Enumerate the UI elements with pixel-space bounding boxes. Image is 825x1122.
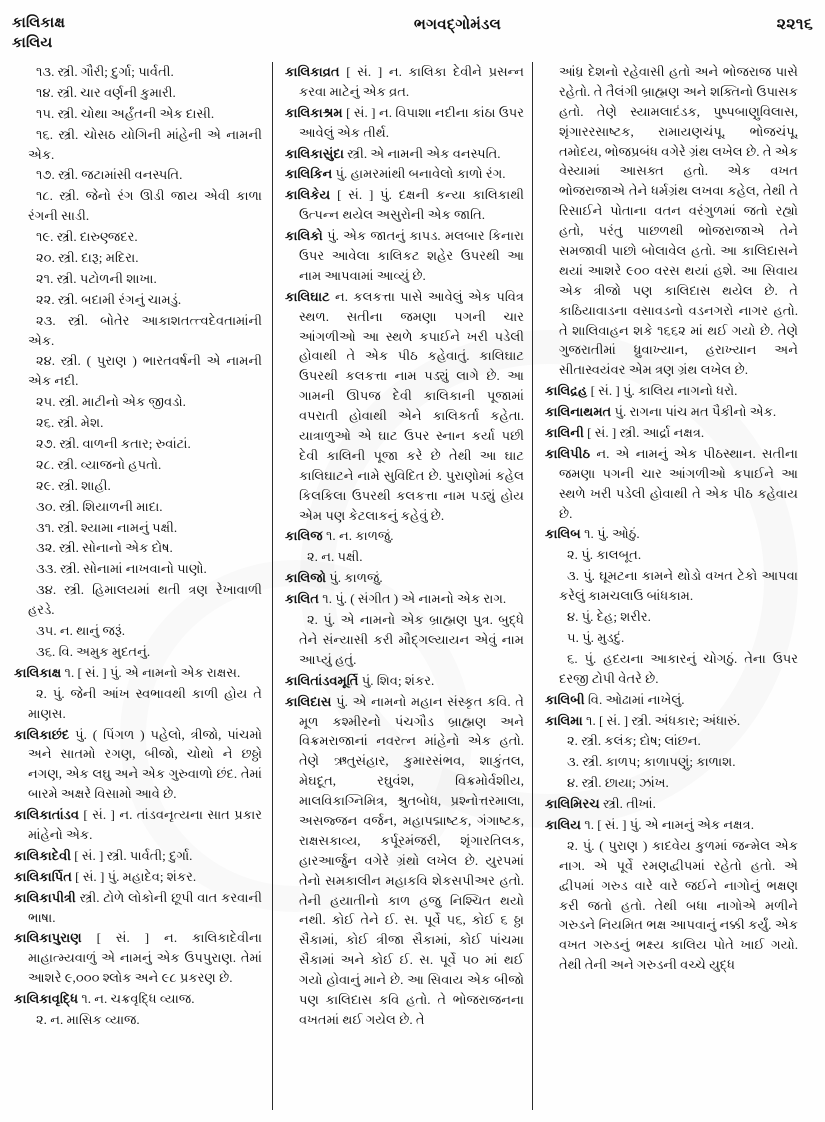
entry-headword: કાલિબી <box>545 691 585 707</box>
entry-sense: ૧૪. સ્ત્રી. ચાર વર્ણની કુમારી. <box>36 84 176 100</box>
entry-headword: કાલિકાતાંડવ <box>14 807 79 823</box>
entry-headword: કાલિદ્રહ <box>545 383 588 399</box>
entry-definition: [ સં. ] ન. કાલિકા દેવીને પ્રસન્ન કરવા માટેનું એક વ્રત. <box>299 64 524 99</box>
entry-sense: ૨૧. સ્ત્રી. પટોળની શાખા. <box>36 270 157 286</box>
dictionary-entry <box>285 185 524 225</box>
entry-headword: કાલિકિન <box>285 166 333 182</box>
entry-headword: કાલિતાંડવમૂર્તિ <box>285 672 359 688</box>
entry-headword: કાલિદાસ <box>285 693 332 709</box>
entry-sense: ૨૫. સ્ત્રી. માટીનો એક જીવડો. <box>36 394 186 410</box>
dictionary-entry <box>545 815 798 835</box>
dictionary-entry <box>285 287 524 526</box>
entry-sense: ૪. પું. દેહ; શરીર. <box>567 609 651 625</box>
entry-definition: ૧. [ સં. ] પું. એ નામનું એક નક્ષત્ર. <box>581 816 754 832</box>
entry-headword: કાલિય <box>545 816 582 832</box>
dictionary-entry <box>285 568 524 588</box>
entry-headword: કાલિકાસુંદા <box>285 145 344 161</box>
dictionary-entry <box>14 846 262 866</box>
dictionary-entry <box>285 144 524 164</box>
dictionary-entry <box>14 805 262 845</box>
entry-definition: ૧. [ સં. ] પું. એ નામનો એક રાક્ષસ. <box>61 664 241 680</box>
dictionary-entry <box>285 589 524 609</box>
book-title: ભગવદ્ગોમંડલ <box>413 17 502 33</box>
entry-definition: [ સં. ] પું. મહાદેવ; શંકર. <box>71 868 197 884</box>
entry-sense: ૩૦. સ્ત્રી. શિયાળની માદા. <box>36 498 163 514</box>
entry-headword: કાલિકો <box>285 228 323 244</box>
dictionary-entry <box>545 794 798 814</box>
entry-definition: [ સં. ] ન. વિપાશા નદીના કાંઠા ઉપર આવેલું એક તીર્થ. <box>299 104 524 140</box>
dictionary-entry <box>285 226 524 286</box>
entry-headword: કાલિત <box>285 591 319 607</box>
guide-word-first: કાલિકાક્ષ <box>12 15 66 31</box>
entry-sense: ૫. પું. મુડદું. <box>567 629 625 645</box>
dictionary-entry <box>545 444 798 524</box>
entry-sense: ૩. પું. ઘૂમટના કામને થોડો વખત ટેકો આપવા કરેલું કામચલાઉ બાંધકામ. <box>559 568 798 604</box>
dictionary-entry <box>545 711 798 731</box>
dictionary-entry <box>14 867 262 887</box>
dictionary-entry <box>545 524 798 544</box>
dictionary-entry <box>545 690 798 710</box>
entry-definition: ન. કલકત્તા પાસે આવેલું એક પવિત્ર સ્થળ. સતીના જમણા પગની ચાર આંગળીઓ આ સ્થળે કપાઈને ખરી પડેલી હોવાથી તે એક પીઠ કહેવાતું. કાલિઘાટ ઉપરથી કલકત્તા નામ પડ્યું લાગે છે. આ ગામની ઊપજ દેવી કાલિકાની પૂજામાં વપરાતી હોવાથી એને કાલિકર્તા કહેતા. યાત્રાળુઓ એ ઘાટ ઉપર સ્નાન કર્યા પછી દેવી કાલિની પૂજા કરે છે તેથી આ ઘાટ કાલિઘાટને નામે સુવિદિત છે. પુરાણોમાં કહેલ કિલકિલા ઉપરથી કલકત્તા નામ પડ્યું હોય એમ પણ કેટલાકનું કહેવું છે. <box>299 288 524 523</box>
dictionary-entry <box>545 381 798 401</box>
entry-definition: ન. એ નામનું એક પીઠસ્થાન. સતીના જમણા પગની ચાર આંગળીઓ કપાઈને આ સ્થળે ખરી પડેલી હોવાથી તે એક પીઠ કહેવાય છે. <box>559 445 798 521</box>
dictionary-entry <box>285 671 524 691</box>
entry-headword: કાલિજ <box>285 528 323 544</box>
entry-sense: ૨. ન. માસિક વ્યાજ. <box>36 1011 140 1027</box>
entry-headword: કાલિકાપીત્રી <box>14 889 76 905</box>
entry-headword: કાલિકાવ્રત <box>285 64 340 79</box>
entry-definition: ૧. [ સં. ] સ્ત્રી. અંધકાર; અંધારું. <box>582 712 741 728</box>
entry-sense: ૩૫. ન. થાનું જરૂં. <box>36 623 126 639</box>
dictionary-entry <box>285 692 524 1030</box>
entry-definition: પું. કાળજું. <box>325 570 383 586</box>
entry-sense: ૨૨. સ્ત્રી. બદામી રંગનું ચામડું. <box>36 291 182 307</box>
entry-sense: ૧૬. સ્ત્રી. ચોસઠ યોગિની માંહેની એ નામની એક. <box>28 126 262 162</box>
entry-definition: [ સં. ] ન. કાલિકાદેવીના માહાત્મ્યવાળું એ નામનું એક ઉપપુરાણ. તેમાં આશરે ૯,૦૦૦ શ્લોક અને ૯૮ પ્રકરણ છે. <box>28 930 262 986</box>
entry-definition: પું. હામરમાંથી બનાવેલો કાળો રંગ. <box>332 166 506 182</box>
entry-definition: [ સં. ] ન. તાંડવનૃત્યના સાત પ્રકાર માંહેનો એક. <box>28 807 262 842</box>
entry-sense: ૪. સ્ત્રી. છાયા; ઝાંખ. <box>567 775 669 791</box>
entry-sense: ૨૮. સ્ત્રી. વ્યાજનો હપતો. <box>36 456 162 472</box>
entry-definition: સ્ત્રી. તીખાં. <box>599 796 656 812</box>
page-number: ૨૨૧૬ <box>776 16 813 33</box>
entry-definition: [ સં. ] સ્ત્રી. આર્દ્રા નક્ષત્ર. <box>583 425 705 441</box>
entry-sense: ૨. પું. જેની આંખ સ્વભાવથી કાળી હોય તે માણસ. <box>28 685 262 721</box>
entry-definition: પું. ( પિંગળ ) પહેલો, ત્રીજો, પાંચમો અને સાતમો રગણ, બીજો, ચોથો ને છઠ્ઠો નગણ, એક લઘુ અને એક ગુરુવાળો છંદ. તેમાં બારમે અક્ષરે વિસામો આવે છે. <box>28 726 262 802</box>
entry-headword: કાલિમિરચ <box>545 796 600 812</box>
dictionary-entry <box>285 62 524 102</box>
dictionary-entry <box>545 423 798 443</box>
page-header <box>12 14 813 60</box>
dictionary-entry <box>545 402 798 422</box>
entry-sense: ૨. સ્ત્રી. કલંક; દોષ; લાંછન. <box>567 733 701 749</box>
guide-word-last: કાલિય <box>12 34 53 51</box>
entry-definition: પું. રાગના પાંચ મત પૈકીનો એક. <box>611 404 777 420</box>
entry-headword: કાલિકાપુરાણ <box>14 930 82 946</box>
entry-sense: ૩૧. સ્ત્રી. શ્યામા નામનું પક્ષી. <box>36 519 178 535</box>
dictionary-entry <box>14 725 262 805</box>
entry-headword: કાલિમા <box>545 712 583 728</box>
column-1 <box>12 62 272 1110</box>
entry-headword: કાલિનાથમત <box>545 404 612 420</box>
entry-sense: ૨૦. સ્ત્રી. દારૂ; મદિરા. <box>36 250 139 266</box>
entry-definition: પું. એ નામનો મહાન સંસ્કૃત કવિ. તે મૂળ કશ્મીરનો પંચગૌડ બ્રાહ્મણ અને વિક્રમરાજાનાં નવરત્ન માંહેનો એક હતો. તેણે ઋતુસંહાર, કુમારસંભવ, શાકુંતલ, મેઘદૂત, રઘુવંશ, વિક્રમોર્વશીય, માલવિકાગ્નિમિત્ર, શ્રુતબોધ, પ્રશ્નોત્તરમાલા, અસજ્જન વર્જન, મહાપદ્માષ્ટક, ગંગાષ્ટક, રાક્ષસકાવ્ય, કર્પૂરમંજરી, શૃંગારતિલક, હારઆર્જુન વગેરે ગ્રંથો લખેલ છે. યુરપમાં તેનો સમકાલીન મહાકવિ શેકસપીઅર હતો. તેની હયાતીનો કાળ હજુ નિશ્ચિત થયો નથી. કોઈ તેને ઈ. સ. પૂર્વે ૫૬, કોઈ ૬ ઠ્ઠા સૈકામાં, કોઈ ત્રીજા સૈકામાં, કોઈ પાંચમા સૈકામાં અને કોઈ ઈ. સ. પૂર્વે ૫૦ માં થઈ ગયો હોવાનું માને છે. આ સિવાય એક બીજો પણ કાલિદાસ કવિ હતો. તે ભોજરાજનના વખતમાં થઈ ગયેલ છે. તે <box>299 693 524 1027</box>
entry-definition: પું. શિવ; શંકર. <box>358 672 435 688</box>
entry-headword: કાલિકાદેવી <box>14 847 71 863</box>
entry-continuation: આંધ્ર દેશનો રહેવાસી હતો અને ભોજરાજ પાસે રહેતો. તે તૈલંગી બ્રાહ્મણ અને શક્તિનો ઉપાસક હતો. તેણે સ્યામલાદંડક, પુષ્પબાણુવિલાસ, શૃંગારરસાષ્ટક, રામાયણચંપૂ, ભોજચંપૂ, તમોદય, ભોજપ્રબંધ વગેરે ગ્રંથ લખેલ છે. તે એક વેસ્યામાં આસક્ત હતો. એક વખત ભોજરાજાએ તેને ધર્મગ્રંથ લખવા કહેલ, તેથી તે રિસાઈને પોતાના વતન વરંગુળમાં જતો રહ્યો હતો, પરંતુ પાછળથી ભોજરાજાએ તેને સમજાવી પાછો બોલાવેલ હતો. આ કાલિદાસને થયાં આશરે ૯૦૦ વરસ થયાં હશે. આ સિવાય એક ત્રીજો પણ કાલિદાસ થયેલ છે. તે કાઠિયાવાડના વસાવડનો વડનગરો નાગર હતો. તે શાલિવાહન શકે ૧૬૬૨ માં થઈ ગયો છે. તેણે ગુજરાતીમાં ધ્રુવાખ્યાન, હરાખ્યાન અને સીતાસ્વયંવર એમ ત્રણ ગ્રંથ લખેલ છે. <box>559 64 798 378</box>
entry-headword: કાલિની <box>545 425 584 441</box>
entry-sense: ૧૫. સ્ત્રી. ચોથા અર્હંતની એક દાસી. <box>36 105 215 121</box>
entry-definition: ૧. પું. ઓઠું. <box>580 526 640 542</box>
entry-definition: [ સં. ] પું. કાલિય નાગનો ધરો. <box>587 383 738 399</box>
column-2 <box>272 62 532 1110</box>
dictionary-entry <box>285 103 524 143</box>
entry-definition: ૧. ન. કાળજું. <box>322 528 394 544</box>
dictionary-entry <box>14 989 262 1009</box>
entry-sense: ૨. ન. પક્ષી. <box>307 549 363 565</box>
text-columns <box>12 62 813 1110</box>
column-3 <box>532 62 800 1110</box>
entry-sense: ૨. પું. કાલબૂત. <box>567 547 642 563</box>
header-guide-words <box>12 14 222 53</box>
entry-headword: કાલિકાશ્રમ <box>285 104 343 120</box>
entry-headword: કાલિજો <box>285 570 326 586</box>
entry-sense: ૧૯. સ્ત્રી. દારુણ્જદર. <box>36 229 138 245</box>
entry-sense: ૨. પું. ( પુરાણ ) કાદવેય કુળમાં જન્મેલ એક નાગ. એ પૂર્વે રમણદ્વીપમાં રહેતો હતો. એ દ્વીપમાં ગરુડ વારે વારે જઈને નાગોનું ભક્ષણ કરી જતો હતો. તેથી બધા નાગોએ મળીને ગરુડને નિયમિત ભક્ષ આપવાનું નક્કી કર્યું. એક વખત ગરુડનું ભક્ષ્ય કાલિય પોતે ખાઈ ગયો. તેથી તેની અને ગરુડની વચ્ચે યુદ્ધ <box>559 837 798 973</box>
entry-definition: સ્ત્રી. ટોળે લોકોની છૂપી વાત કરવાની ભાષા. <box>28 889 262 925</box>
entry-sense: ૧૩. સ્ત્રી. ગૌરી; દુર્ગા; પાર્વતી. <box>36 64 174 79</box>
entry-sense: ૩૬. વિ. અમુક મુદતનું. <box>36 643 151 659</box>
entry-definition: ૧. ન. ચક્રવૃદ્ધિ વ્યાજ. <box>78 991 195 1007</box>
entry-headword: કાલિકાર્પિત <box>14 868 72 884</box>
entry-definition: વિ. ઓઢામાં નાખેલું. <box>584 691 685 707</box>
entry-sense: ૨૬. સ્ત્રી. મેશ. <box>36 415 104 431</box>
entry-sense: ૩. સ્ત્રી. કાળપ; કાળાપણું; કાળાશ. <box>567 754 736 770</box>
entry-definition: [ સં. ] પું. દક્ષની કન્યા કાલિકાથી ઉત્પન્ન થયેલ અસુરોની એક જાતિ. <box>299 187 524 223</box>
dictionary-entry <box>14 888 262 928</box>
entry-sense: ૨૯. સ્ત્રી. શાહી. <box>36 477 111 493</box>
entry-definition: ૧. પું. ( સંગીત ) એ નામનો એક રાગ. <box>319 591 507 607</box>
entry-sense: ૧૭. સ્ત્રી. જટામાંસી વનસ્પતિ. <box>36 167 183 183</box>
entry-definition: પું. એક જાતનું કાપડ. મલબાર કિનારા ઉપર આવેલા કાલિકટ શહેર ઉપરથી આ નામ આપવામાં આવ્યું છે. <box>299 228 524 283</box>
entry-headword: કાલિબ <box>545 526 581 542</box>
dictionary-entry <box>14 663 262 683</box>
entry-sense: ૨૪. સ્ત્રી. ( પુરાણ ) ભારતવર્ષની એ નામની એક નદી. <box>28 353 262 389</box>
entry-sense: ૩૪. સ્ત્રી. હિમાલયમાં થતી ત્રણ રેખાવાળી હરડે. <box>28 582 262 618</box>
dictionary-entry <box>285 164 524 184</box>
entry-headword: કાલિકાછંદ <box>14 726 70 742</box>
entry-sense: ૨. પું. એ નામનો એક બ્રાહ્મણ પુત્ર. બુદ્ધે તેને સંન્યાસી કરી મૌદ્ગલ્યાયન એવું નામ આપ્યું હતું. <box>299 612 524 667</box>
entry-sense: ૬. પું. હદયના આકારનું ચોગઠું. તેના ઉપર દરજી ટોપી વેતરે છે. <box>559 650 798 686</box>
entry-headword: કાલિકેય <box>285 187 331 203</box>
entry-sense: ૩૩. સ્ત્રી. સોનામાં નાખવાનો પાણો. <box>36 561 207 577</box>
entry-headword: કાલિઘાટ <box>285 288 330 304</box>
entry-definition: સ્ત્રી. એ નામની એક વનસ્પતિ. <box>343 145 501 161</box>
entry-definition: [ સં. ] સ્ત્રી. પાર્વતી; દુર્ગા. <box>70 847 193 863</box>
dictionary-entry <box>285 526 524 546</box>
entry-sense: ૩૨. સ્ત્રી. સોનાનો એક દોષ. <box>36 540 173 556</box>
entry-sense: ૧૮. સ્ત્રી. જેનો રંગ ઊડી જાય એવી કાળા રંગની સાડી. <box>28 188 262 224</box>
entry-headword: કાલિકાક્ષ <box>14 664 62 680</box>
entry-sense: ૨૭. સ્ત્રી. વાળની કતાર; રુવાંટાં. <box>36 436 191 452</box>
dictionary-entry <box>14 928 262 988</box>
entry-headword: કાલિપીઠ <box>545 445 591 461</box>
entry-headword: કાલિકાવૃદ્ધિ <box>14 991 79 1007</box>
entry-sense: ૨૩. સ્ત્રી. બોતેર આકાશતત્ત્વદેવતામાંની એક. <box>28 312 262 348</box>
